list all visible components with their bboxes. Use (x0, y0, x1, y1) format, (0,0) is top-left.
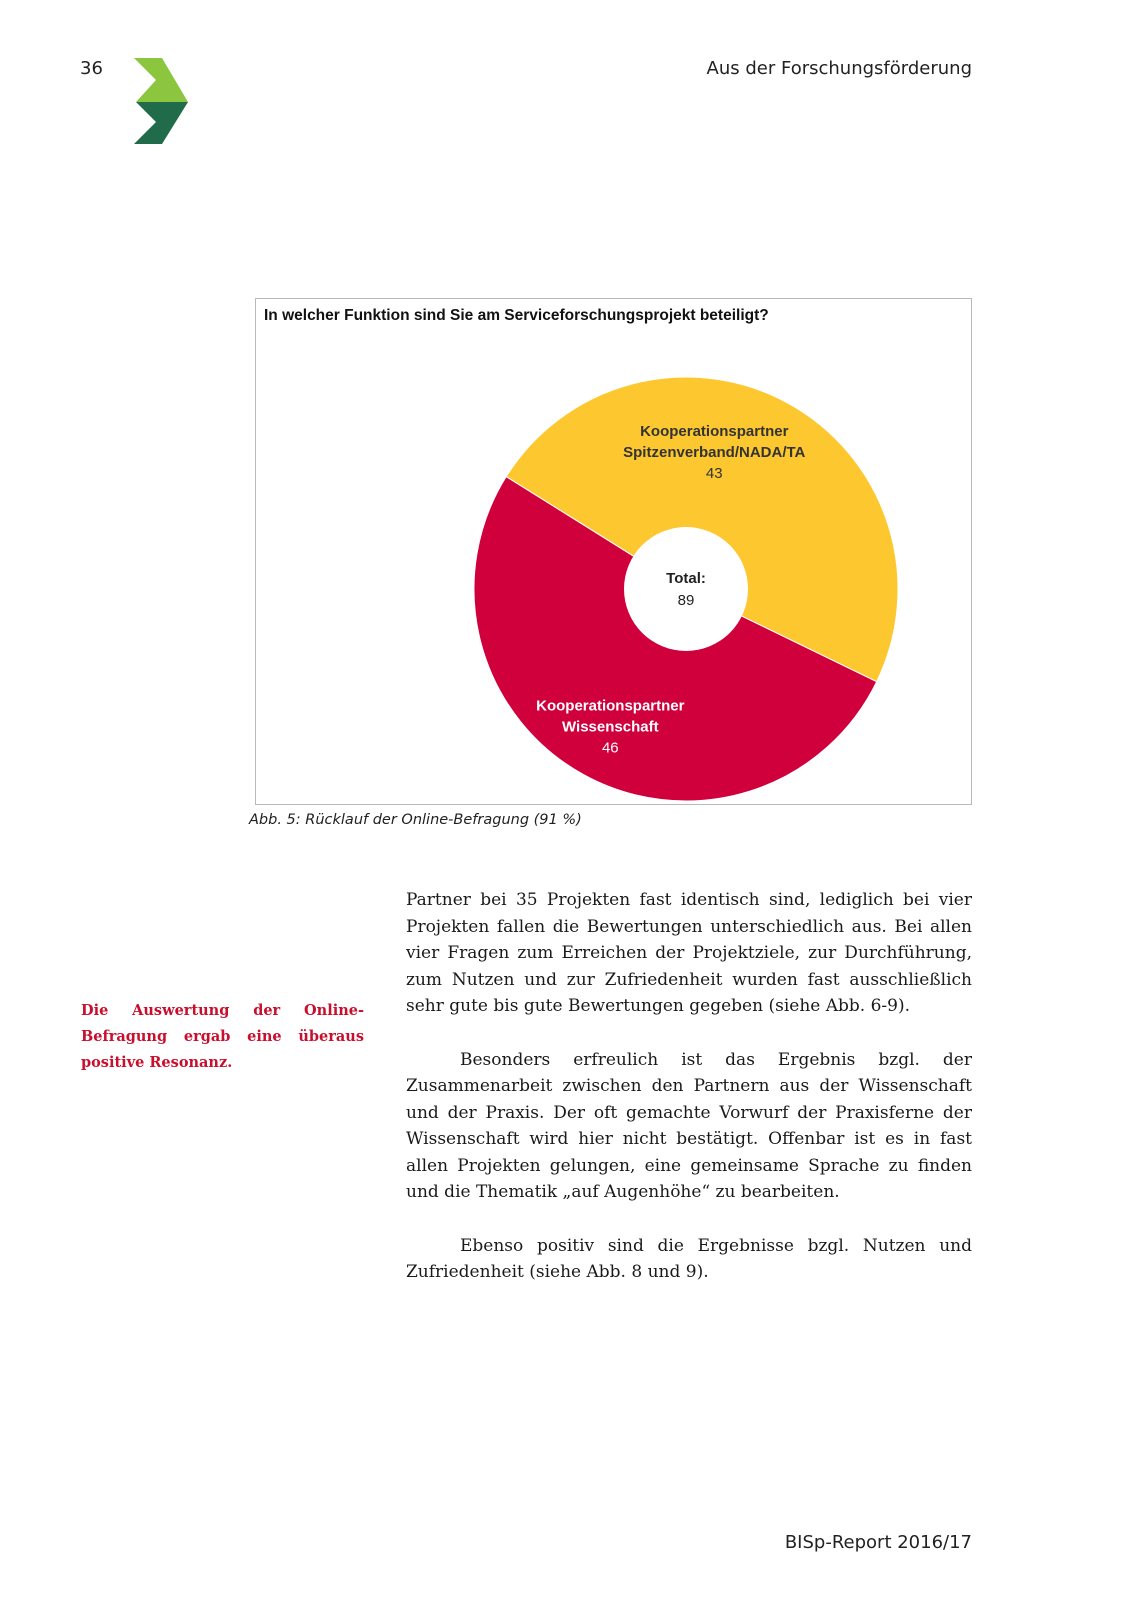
body-paragraph: Partner bei 35 Projekten fast identisch sind, lediglich bei vier Projekten fallen die Bewertungen unterschiedlich aus. Bei allen vier Fragen zum Erreichen der Projektziele, zur Durchführung, zum Nutzen und zur Zufriedenheit wurden fast ausschließlich sehr gute bis gute Bewertungen gegeben (siehe Abb. 6-9). (406, 890, 972, 1016)
chart-title: In welcher Funktion sind Sie am Serviceforschungsprojekt beteiligt? (264, 307, 769, 324)
slice-label: Kooperationspartner (640, 422, 789, 440)
sidebar-highlight: Die Auswertung der Online-Befragung ergab eine überaus positive Resonanz. (81, 1002, 364, 1071)
figure-caption: Abb. 5: Rücklauf der Online-Befragung (91 %) (249, 812, 582, 828)
bisp-logo-icon (132, 58, 188, 144)
donut-chart (256, 299, 971, 804)
center-total-label: Total: (666, 570, 706, 587)
body-paragraph: Besonders erfreulich ist das Ergebnis bzgl. der Zusammenarbeit zwischen den Partnern aus der Wissenschaft und der Praxis. Der oft gemachte Vorwurf der Praxisferne der Wissenschaft wird hier nicht bestätigt. Offenbar ist es in fast allen Projekten gelungen, eine gemeinsame Sprache zu finden und die Thematik „auf Augenhöhe“ zu bearbeiten. (406, 1049, 972, 1202)
slice-label: Kooperationspartner (536, 697, 685, 715)
body-paragraph: Ebenso positiv sind die Ergebnisse bzgl. Nutzen und Zufriedenheit (siehe Abb. 8 und 9). (406, 1235, 972, 1282)
center-total-value: 89 (677, 592, 695, 609)
body-text (406, 887, 972, 1313)
donut-hole (624, 527, 748, 651)
page-number: 36 (80, 58, 103, 79)
footer-report-title: BISp-Report 2016/17 (784, 1532, 972, 1553)
slice-label: Wissenschaft (562, 718, 659, 736)
slice-label: Spitzenverband/NADA/TA (623, 443, 806, 461)
slice-value-label: 43 (705, 464, 723, 482)
running-header: Aus der Forschungsförderung (706, 58, 972, 79)
chart-figure (255, 298, 972, 805)
slice-value-label: 46 (601, 739, 619, 757)
